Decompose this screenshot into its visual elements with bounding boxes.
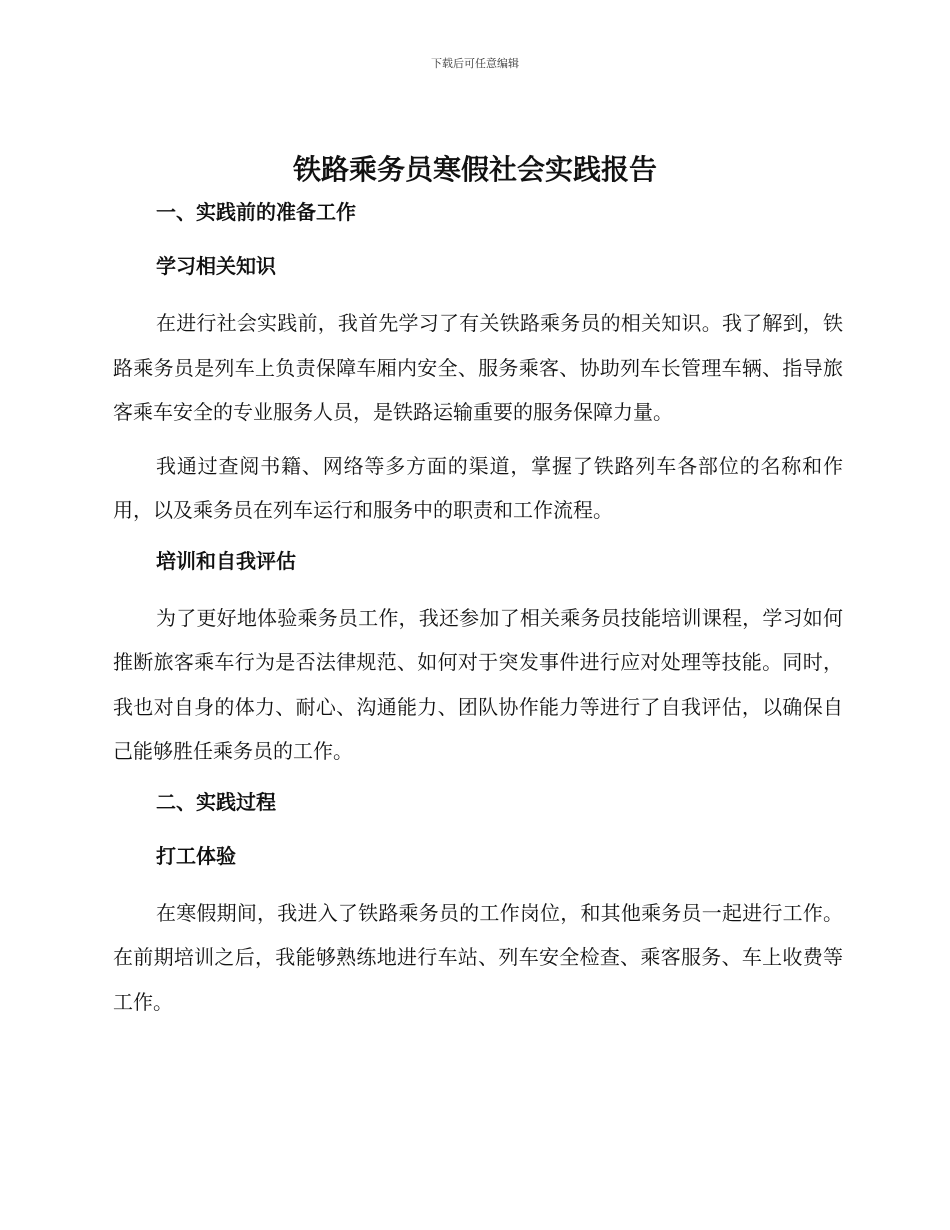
paragraph: 为了更好地体验乘务员工作，我还参加了相关乘务员技能培训课程，学习如何推断旅客乘车行为是否法律规范、如何对于突发事件进行应对处理等技能。同时，我也对自身的体力、耐心、沟通能力、团队协作能力等进行了自我评估，以确保自己能够胜任乘务员的工作。: [113, 605, 843, 763]
page-header-note: 下载后可任意编辑: [431, 57, 519, 70]
paragraph: 我通过查阅书籍、网络等多方面的渠道，掌握了铁路列车各部位的名称和作用，以及乘务员在列车运行和服务中的职责和工作流程。: [113, 453, 843, 522]
paragraph: 在进行社会实践前，我首先学习了有关铁路乘务员的相关知识。我了解到，铁路乘务员是列车上负责保障车厢内安全、服务乘客、协助列车长管理车辆、指导旅客乘车安全的专业服务人员，是铁路运输重要的服务保障力量。: [113, 311, 843, 424]
subsection-heading: 培训和自我评估: [156, 548, 296, 573]
document-body: [113, 196, 843, 1024]
paragraph: 在寒假期间，我进入了铁路乘务员的工作岗位，和其他乘务员一起进行工作。在前期培训之后，我能够熟练地进行车站、列车安全检查、乘客服务、车上收费等工作。: [113, 900, 843, 1014]
document-title: 铁路乘务员寒假社会实践报告: [292, 153, 657, 186]
section-heading: 一、实践前的准备工作: [156, 200, 356, 224]
subsection-heading: 学习相关知识: [156, 254, 276, 278]
subsection-heading: 打工体验: [156, 843, 236, 868]
section-heading: 二、实践过程: [156, 789, 276, 814]
